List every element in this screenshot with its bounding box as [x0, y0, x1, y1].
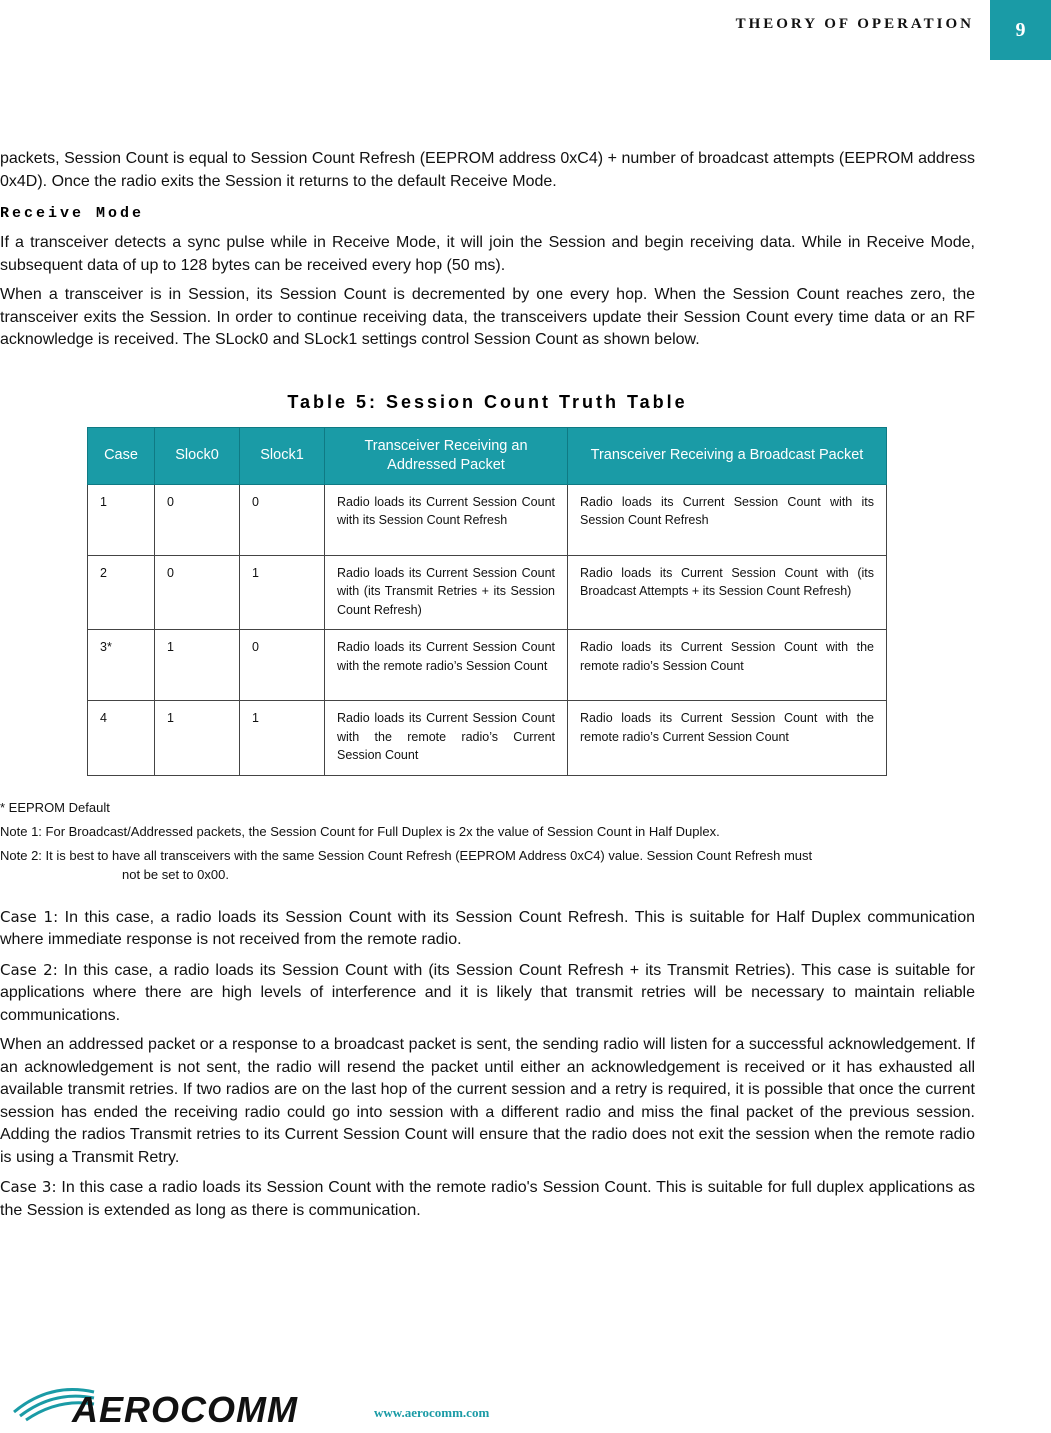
footer-url: www.aerocomm.com: [374, 1405, 490, 1420]
session-count-truth-table: [87, 427, 887, 776]
cell-case: 2: [88, 555, 155, 630]
cell-broadcast: Radio loads its Current Session Count with (its Broadcast Attempts + its Session Count Refresh): [568, 555, 887, 630]
note-2: [0, 846, 975, 884]
running-header-title: THEORY OF OPERATION: [735, 16, 974, 32]
table-row: [88, 484, 887, 555]
header-slock1: Slock1: [240, 427, 325, 484]
table-title: Table 5: Session Count Truth Table: [287, 391, 688, 412]
table-header-row: [88, 427, 887, 484]
receive-mode-paragraph-2: When a transceiver is in Session, its Session Count is decremented by one every hop. When the Session Count reaches zero, the transceiver exits the Session. In order to continue receiving data, the transceivers update their Session Count every time data or an RF acknowledge is received. The SLock0 and SLock1 settings control Session Count as shown below.: [0, 286, 975, 348]
cell-addressed: Radio loads its Current Session Count with (its Transmit Retries + its Session Count Refresh): [325, 555, 568, 630]
eeprom-default-note: * EEPROM Default: [0, 799, 110, 815]
acknowledgement-paragraph: When an addressed packet or a response to a broadcast packet is sent, the sending radio will listen for a successful acknowledgement. If an acknowledgement is not sent, the radio will resend the packet until either an acknowledgement is received or it has exhausted all available transmit retries. If two radios are on the last hop of the current session and a retry is required, it is possible that once the current session has ended the receiving radio could go into session with a different radio and miss the final packet of the previous session. Adding the radios Transmit retries to its Current Session Count will ensure that the radio does not exit the session when the remote radio is using a Transmit Retry.: [0, 1036, 975, 1166]
cell-addressed: Radio loads its Current Session Count with the remote radio’s Session Count: [325, 630, 568, 701]
note-2-line-2: not be set to 0x00.: [122, 866, 229, 882]
cell-slock1: 0: [240, 484, 325, 555]
note-2-line-1: Note 2: It is best to have all transceivers with the same Session Count Refresh (EEPROM Address 0xC4) value. Session Count Refresh must: [0, 847, 813, 863]
table-notes: [0, 798, 975, 884]
case-1-text: In this case, a radio loads its Session Count with its Session Count Refresh. This is suitable for Half Duplex communication where immediate response is not received from the remote radio.: [0, 908, 975, 948]
header-case: Case: [88, 427, 155, 484]
cell-case: 1: [88, 484, 155, 555]
page-number-tab: 9: [990, 0, 1051, 60]
cell-broadcast: Radio loads its Current Session Count with the remote radio’s Session Count: [568, 630, 887, 701]
cell-slock0: 1: [155, 630, 240, 701]
cell-slock1: 0: [240, 630, 325, 701]
cell-slock1: 1: [240, 701, 325, 776]
cell-broadcast: Radio loads its Current Session Count with the remote radio’s Current Session Count: [568, 701, 887, 776]
cell-broadcast: Radio loads its Current Session Count with its Session Count Refresh: [568, 484, 887, 555]
receive-mode-heading: Receive Mode: [0, 205, 145, 222]
cell-addressed: Radio loads its Current Session Count with its Session Count Refresh: [325, 484, 568, 555]
cell-case: 4: [88, 701, 155, 776]
table-row: [88, 701, 887, 776]
note-1: Note 1: For Broadcast/Addressed packets, the Session Count for Full Duplex is 2x the value of Session Count in Half Duplex.: [0, 823, 720, 839]
logo-wordmark: AEROCOMM: [72, 1389, 298, 1428]
case-2-paragraph: [0, 959, 975, 1028]
case-2-text: In this case, a radio loads its Session Count with (its Session Count Refresh + its Transmit Retries). This case is suitable for applications where there are high levels of interference and it is likely that transmit retries will be necessary to maintain reliable communications.: [0, 961, 975, 1024]
header-broadcast-packet: Transceiver Receiving a Broadcast Packet: [568, 427, 887, 484]
aerocomm-logo-mark: [10, 1378, 362, 1428]
cell-slock0: 0: [155, 555, 240, 630]
aerocomm-logo: [10, 1378, 362, 1433]
case-3-text: In this case a radio loads its Session Count with the remote radio's Session Count. This is suitable for full duplex applications as the Session is extended as long as there is communication.: [0, 1179, 976, 1219]
header-slock0: Slock0: [155, 427, 240, 484]
cell-slock0: 1: [155, 701, 240, 776]
receive-mode-paragraph-1: If a transceiver detects a sync pulse while in Receive Mode, it will join the Session and begin receiving data. While in Receive Mode, subsequent data of up to 128 bytes can be received every hop (50 ms).: [0, 234, 975, 274]
cell-slock1: 1: [240, 555, 325, 630]
case-1-paragraph: [0, 906, 975, 952]
header-addressed-packet: Transceiver Receiving an Addressed Packet: [325, 427, 568, 484]
case-3-label: Case 3:: [0, 1178, 57, 1196]
page-body: [0, 148, 975, 1229]
table-row: [88, 630, 887, 701]
cell-addressed: Radio loads its Current Session Count with the remote radio’s Current Session Count: [325, 701, 568, 776]
case-2-label: Case 2:: [0, 960, 58, 979]
cell-slock0: 0: [155, 484, 240, 555]
table-row: [88, 555, 887, 630]
intro-paragraph: packets, Session Count is equal to Session Count Refresh (EEPROM address 0xC4) + number of broadcast attempts (EEPROM address 0x4D). Once the radio exits the Session it returns to the default Receive Mode.: [0, 150, 975, 190]
case-1-label: Case 1:: [0, 907, 59, 926]
cell-case: 3*: [88, 630, 155, 701]
case-3-paragraph: [0, 1176, 975, 1222]
